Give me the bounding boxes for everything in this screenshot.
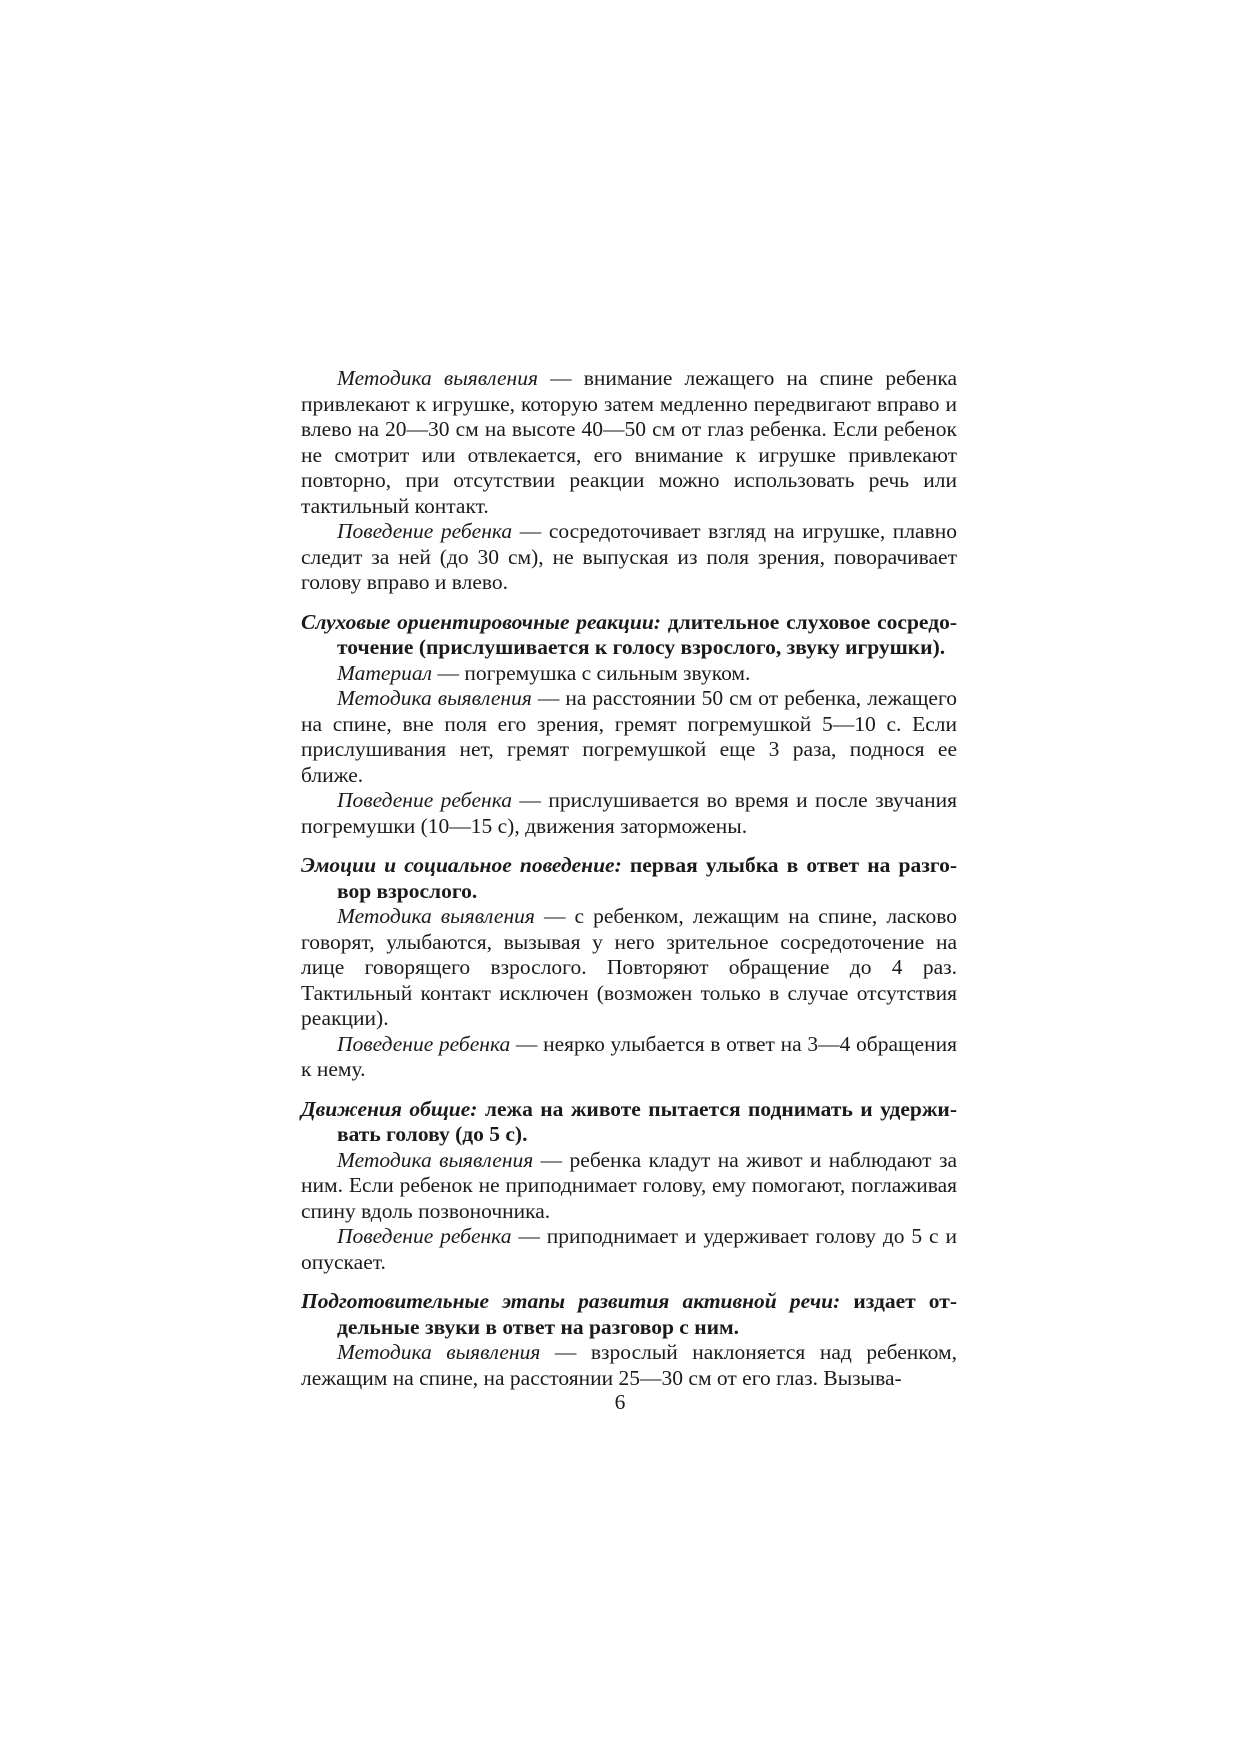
paragraph-6 — [301, 904, 957, 1032]
heading-lead: Движения общие: — [301, 1096, 478, 1121]
paragraph-lead: Поведение ребенка — [337, 519, 513, 543]
paragraph-3 — [301, 661, 957, 687]
paragraph-text: — внимание лежащего на спине ребенка привлекают к игрушке, которую затем медленно передвигают вправо и влево на 20—30 см на высоте 40—50 см от глаз ребенка. Если ребенок не смотрит или отвлекается, его внимание к игрушке привлекают повторно, при отсутствии реакции можно использовать речь или тактильный контакт. — [301, 366, 957, 518]
paragraph-text: — ребенка кладут на живот и наблюдают за ним. Если ребенок не приподнимает голову, ему помогают, поглаживая спину вдоль позвоночника. — [301, 1147, 958, 1223]
paragraph-1 — [301, 366, 957, 519]
paragraph-10 — [301, 1340, 957, 1391]
heading-lead: Эмоции и социальное поведение: — [301, 853, 622, 877]
paragraph-lead: Материал — [337, 660, 433, 685]
paragraph-9 — [301, 1224, 957, 1275]
heading-text: первая улыбка в ответ на разговор взрослого. — [337, 853, 957, 903]
paragraph-text: — взрослый наклоняется над ребенком, лежащим на спине, на расстоянии 25—30 см от его глаз. Вызыва- — [301, 1340, 957, 1390]
paragraph-lead: Методика выявления — [337, 904, 535, 928]
paragraph-5 — [301, 788, 957, 839]
paragraph-lead: Поведение ребенка — [337, 1031, 511, 1056]
paragraph-lead: Методика выявления — [337, 366, 538, 390]
paragraph-lead: Методика выявления — [337, 686, 532, 710]
section-heading-emotions — [301, 853, 957, 904]
paragraph-lead: Методика выявления — [337, 1340, 541, 1364]
heading-lead: Слуховые ориентировочные реакции: — [301, 609, 661, 634]
paragraph-lead: Поведение ребенка — [337, 1224, 512, 1248]
heading-text: лежа на животе пытается поднимать и удерживать голову (до 5 с). — [337, 1096, 957, 1146]
paragraph-text: — прислушивается во время и после звучания погремушки (10—15 с), движения заторможены. — [301, 788, 957, 838]
paragraph-2 — [301, 519, 957, 596]
paragraph-text: — неярко улыбается в ответ на 3—4 обращения к нему. — [301, 1031, 957, 1081]
paragraph-text: — сосредоточивает взгляд на игрушке, плавно следит за ней (до 30 см), не выпуская из поля зрения, поворачивает голову вправо и влево. — [301, 519, 957, 594]
page-text-body — [301, 366, 957, 1391]
page-number: 6 — [614, 1390, 626, 1414]
section-heading-movements — [301, 1097, 957, 1148]
section-heading-speech — [301, 1289, 957, 1340]
paragraph-text: — с ребенком, лежащим на спине, ласково говорят, улыбаются, вызывая у него зрительное сосредоточение на лице говорящего взрослого. Повторяют обращение до 4 раз. Тактильный контакт исключен (возможен только в случае отсутствия реакции). — [301, 904, 957, 1030]
section-heading-auditory — [301, 610, 957, 661]
paragraph-text: — погремушка с сильным звуком. — [432, 660, 751, 685]
heading-text: издает отдельные звуки в ответ на разговор с ним. — [337, 1289, 957, 1339]
paragraph-7 — [301, 1032, 957, 1083]
paragraph-lead: Методика выявления — [337, 1147, 534, 1172]
paragraph-text: — приподнимает и удерживает голову до 5 с и опускает. — [301, 1224, 957, 1274]
paragraph-lead: Поведение ребенка — [337, 788, 512, 812]
heading-lead: Подготовительные этапы развития активной речи: — [301, 1289, 841, 1313]
heading-text: длительное слуховое сосредоточение (прислушивается к голосу взрослого, звуку игрушки). — [337, 609, 957, 659]
paragraph-4 — [301, 686, 957, 788]
paragraph-text: — на расстоянии 50 см от ребенка, лежащего на спине, вне поля его зрения, гремят погремушкой 5—10 с. Если прислушивания нет, гремят погремушкой еще 3 раза, поднося ее ближе. — [301, 686, 957, 787]
paragraph-8 — [301, 1148, 957, 1225]
